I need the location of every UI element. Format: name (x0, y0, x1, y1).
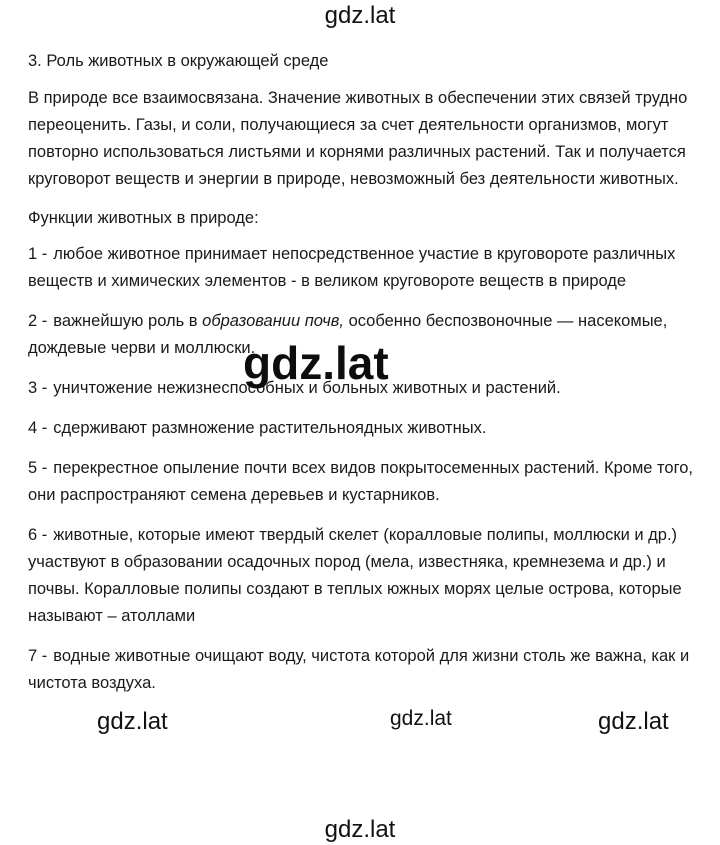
watermark-middle: gdz.lat (390, 707, 452, 730)
watermark-bottom: gdz.lat (324, 816, 396, 843)
item-number: 5 - (28, 459, 48, 477)
function-item-5 (28, 455, 698, 509)
function-item-7 (28, 643, 698, 697)
functions-title: Функции животных в природе: (28, 209, 259, 227)
item-text-pre: важнейшую роль в (53, 312, 203, 330)
item-number: 4 - (28, 419, 48, 437)
item-text: любое животное принимает непосредственное участие в круговороте различных веществ и химических элементов - в великом круговороте веществ в природе (28, 245, 676, 290)
item-text: уничтожение нежизнеспособных и больных животных и растений. (53, 379, 561, 397)
item-text: водные животные очищают воду, чистота которой для жизни столь же важна, как и чистота воздуха. (28, 647, 690, 692)
function-item-1 (28, 241, 698, 295)
item-text-post: особенно беспозвоночные — насекомые, дождевые черви и моллюски. (28, 312, 668, 357)
item-number: 1 - (28, 245, 48, 263)
item-text: перекрестное опыление почти всех видов покрытосеменных растений. Кроме того, они распространяют семена деревьев и кустарников. (28, 459, 694, 504)
function-item-6 (28, 522, 698, 630)
watermark-right: gdz.lat (598, 708, 669, 735)
intro-paragraph: В природе все взаимосвязана. Значение животных в обеспечении этих связей трудно переоценить. Газы, и соли, получающиеся за счет деятельности организмов, могут повторно использоваться листьями и корнями различных растений. Так и получается круговорот веществ и энергии в природе, невозможный без деятельности животных. (28, 89, 688, 188)
watermark-left: gdz.lat (97, 708, 168, 735)
item-number: 2 - (28, 312, 48, 330)
item-number: 7 - (28, 647, 48, 665)
watermark-top: gdz.lat (324, 2, 396, 29)
item-text: животные, которые имеют твердый скелет (коралловые полипы, моллюски и др.) участвуют в образовании осадочных пород (мела, известняка, кремнезема и др.) и почвы. Коралловые полипы создают в теплых южных морях целые острова, которые называют – атоллами (28, 526, 682, 625)
item-text: сдерживают размножение растительноядных животных. (53, 419, 487, 437)
section-heading: 3. Роль животных в окружающей среде (28, 52, 329, 70)
item-number: 6 - (28, 526, 48, 544)
item-text-emphasis: образовании почв, (202, 312, 344, 330)
watermark-center: gdz.lat (243, 337, 389, 389)
function-item-4 (28, 415, 698, 442)
item-number: 3 - (28, 379, 48, 397)
